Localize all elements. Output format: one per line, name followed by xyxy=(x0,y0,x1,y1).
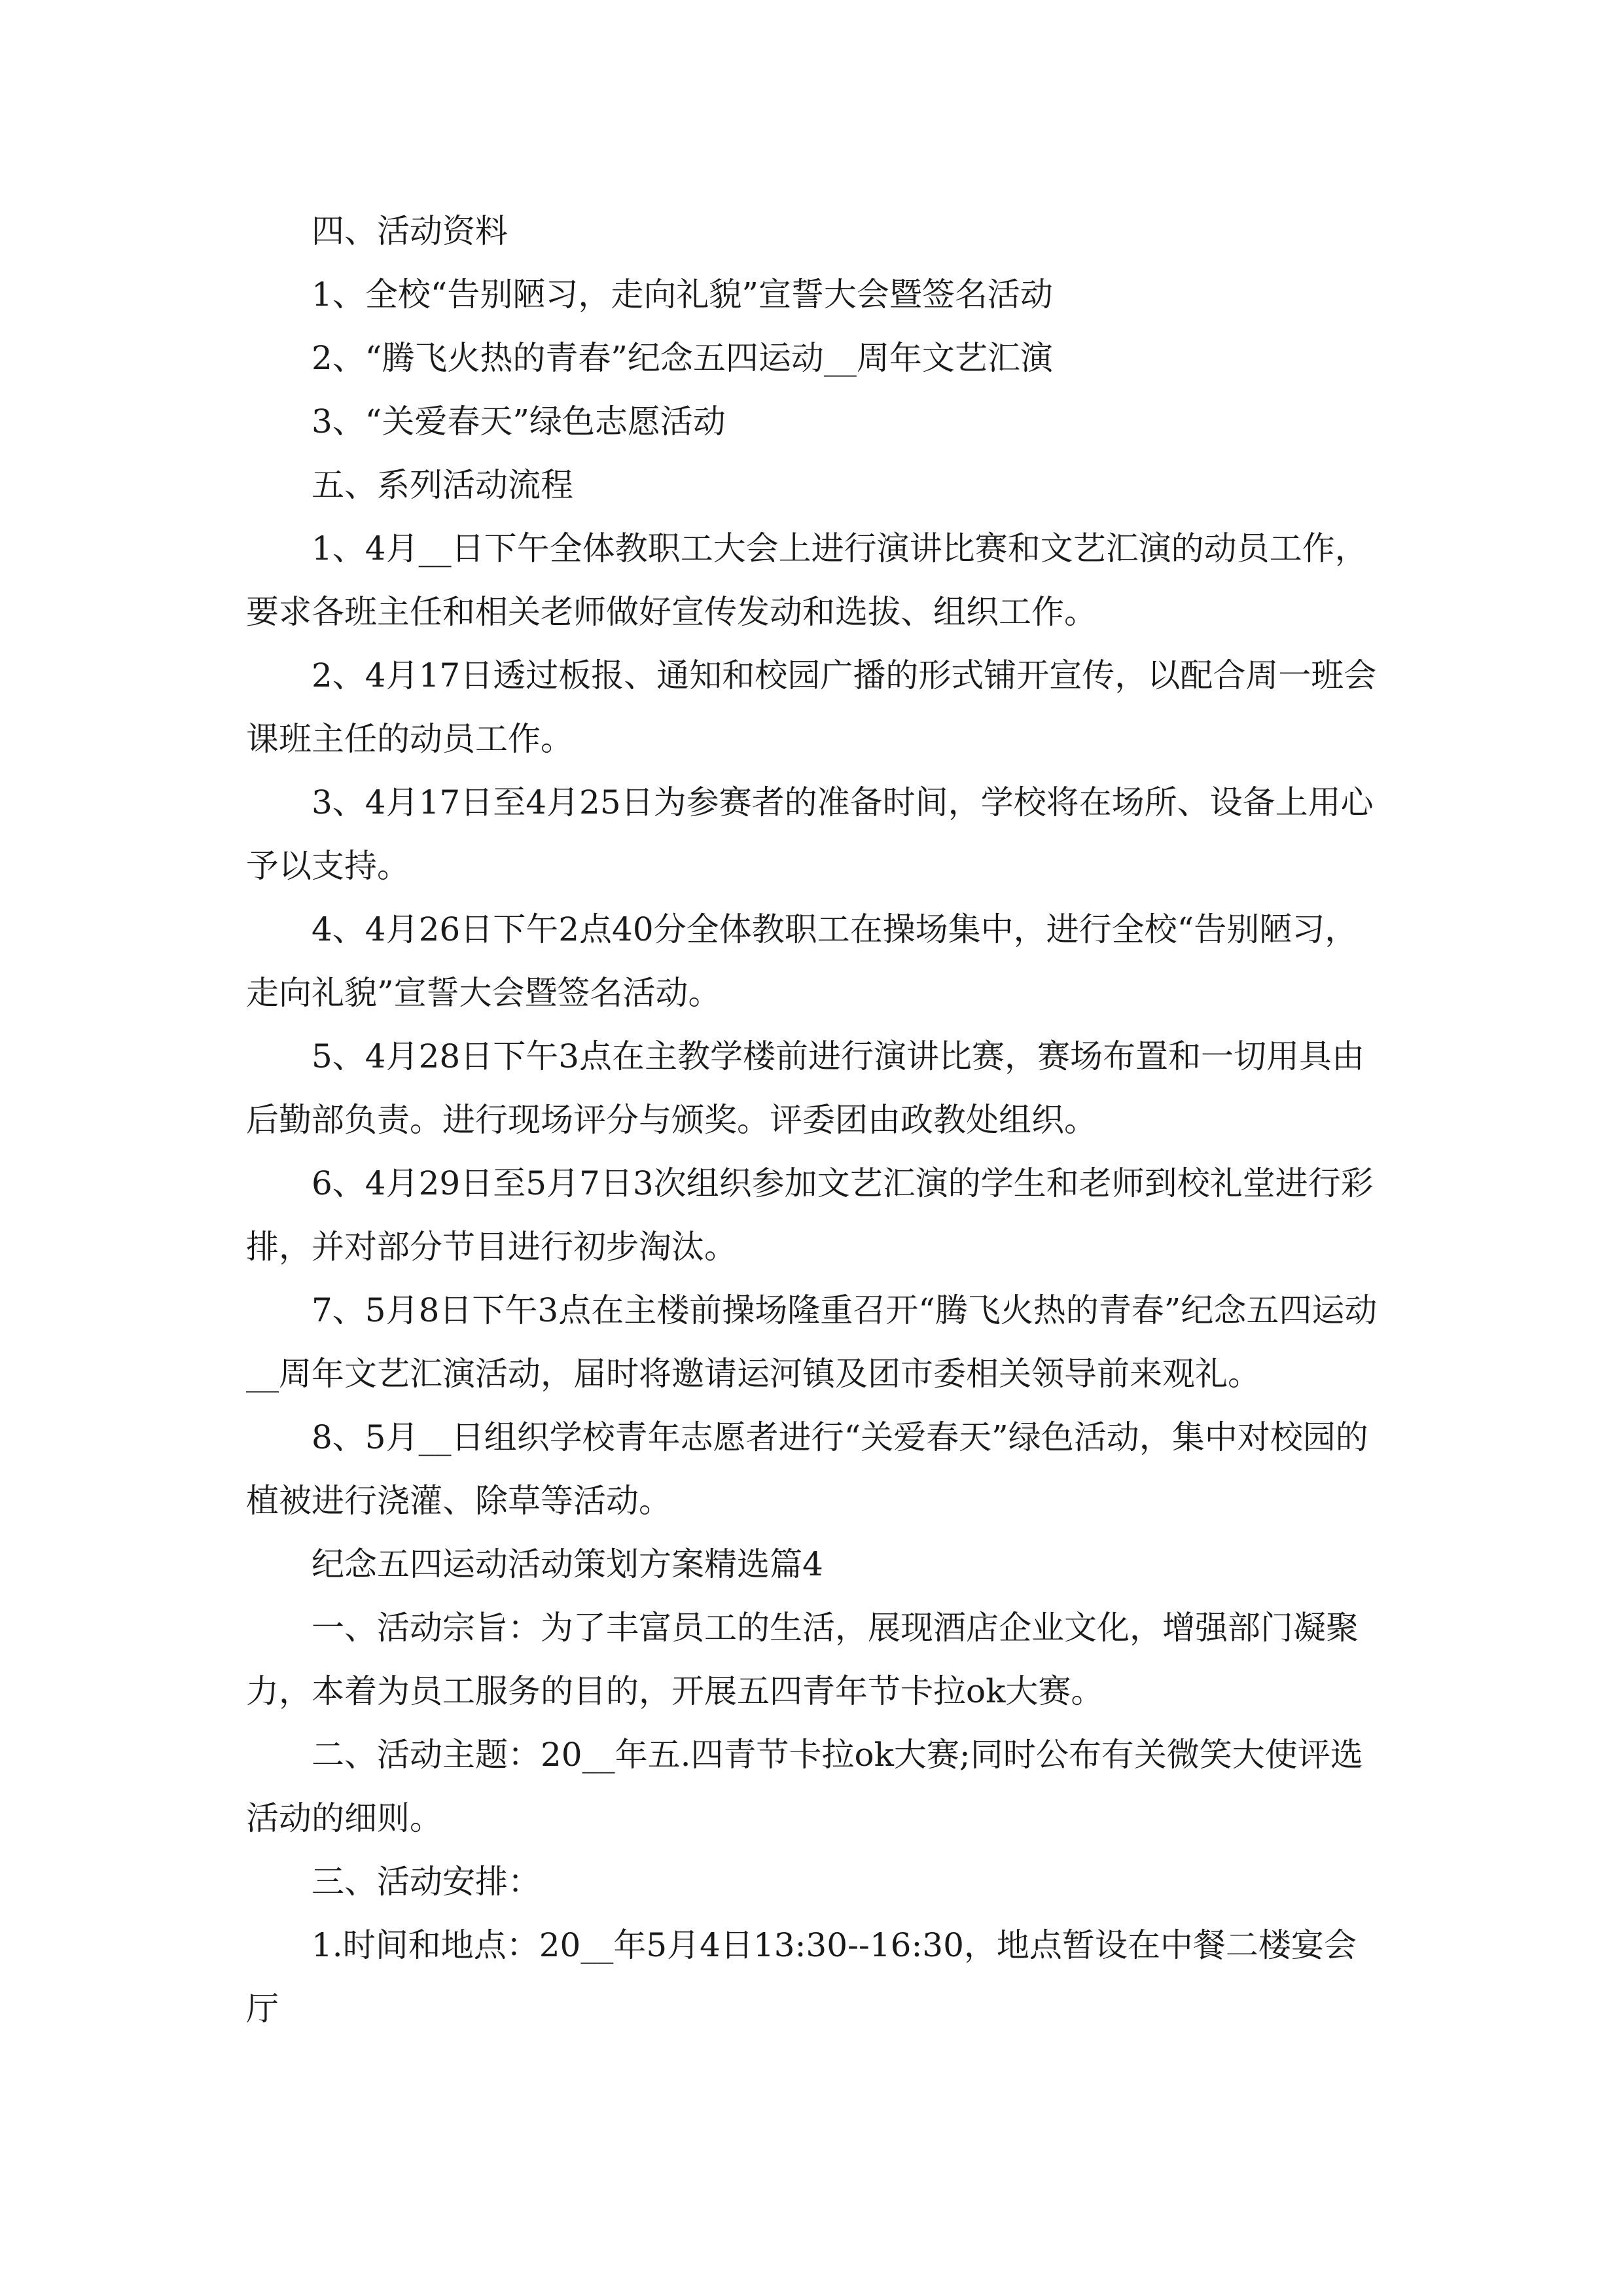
list-item: 5、4月28日下午3点在主教学楼前进行演讲比赛，赛场布置和一切用具由后勤部负责。进行现场评分与颁奖。评委团由政教处组织。 xyxy=(246,1037,1365,1139)
section-paragraph: 二、活动主题：20__年五.四青节卡拉ok大赛;同时公布有关微笑大使评选活动的细则。 xyxy=(246,1736,1363,1837)
list-item: 3、“关爱春天”绿色志愿活动 xyxy=(312,403,726,440)
list-item: 2、“腾飞火热的青春”纪念五四运动__周年文艺汇演 xyxy=(312,339,1053,377)
document-body xyxy=(246,200,1382,2041)
list-item: 6、4月29日至5月7日3次组织参加文艺汇演的学生和老师到校礼堂进行彩排，并对部分节目进行初步淘汰。 xyxy=(246,1164,1374,1266)
list-item: 1、全校“告别陋习，走向礼貌”宣誓大会暨签名活动 xyxy=(312,276,1053,314)
section-heading-activity-process: 五、系列活动流程 xyxy=(312,466,573,504)
list-item: 2、4月17日透过板报、通知和校园广播的形式铺开宣传，以配合周一班会课班主任的动员工作。 xyxy=(246,656,1377,758)
list-item: 7、5月8日下午3点在主楼前操场隆重召开“腾飞火热的青春”纪念五四运动__周年文艺汇演活动，届时将邀请运河镇及团市委相关领导前来观礼。 xyxy=(246,1291,1378,1393)
article-title: 纪念五四运动活动策划方案精选篇4 xyxy=(312,1545,823,1583)
list-item: 1.时间和地点：20__年5月4日13:30--16:30，地点暂设在中餐二楼宴会厅 xyxy=(246,1926,1357,2028)
section-paragraph: 一、活动宗旨：为了丰富员工的生活，展现酒店企业文化，增强部门凝聚力，本着为员工服务的目的，开展五四青年节卡拉ok大赛。 xyxy=(246,1609,1359,1710)
list-item: 3、4月17日至4月25日为参赛者的准备时间，学校将在场所、设备上用心予以支持。 xyxy=(246,783,1374,885)
list-item: 8、5月__日组织学校青年志愿者进行“关爱春天”绿色活动，集中对校园的植被进行浇灌、除草等活动。 xyxy=(246,1418,1368,1520)
section-heading-activity-materials: 四、活动资料 xyxy=(312,212,508,250)
list-item: 4、4月26日下午2点40分全体教职工在操场集中，进行全校“告别陋习，走向礼貌”宣誓大会暨签名活动。 xyxy=(246,910,1358,1012)
list-item: 1、4月__日下午全体教职工大会上进行演讲比赛和文艺汇演的动员工作，要求各班主任和相关老师做好宣传发动和选拔、组织工作。 xyxy=(246,529,1368,631)
section-heading-activity-arrangement: 三、活动安排： xyxy=(312,1863,541,1901)
